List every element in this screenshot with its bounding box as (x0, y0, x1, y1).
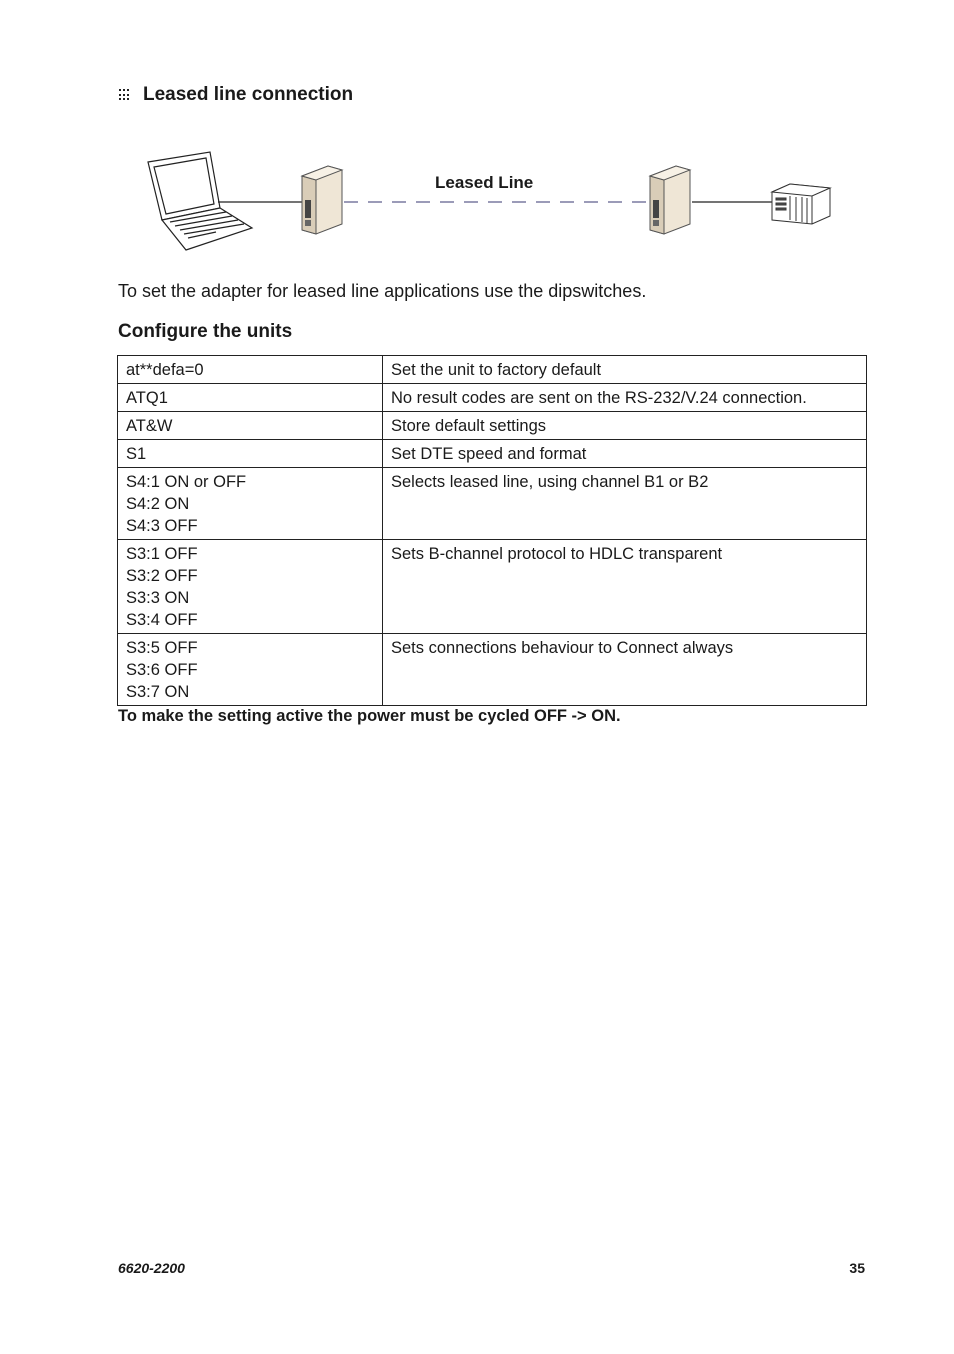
isdn-adapter-icon (650, 166, 690, 234)
command-cell (118, 412, 383, 440)
command-text: S3:7 ON (126, 683, 190, 701)
command-cell (118, 634, 383, 706)
description-cell: Set DTE speed and format (383, 440, 867, 468)
command-cell (118, 468, 383, 540)
command-cell (118, 540, 383, 634)
subheading: Configure the units (118, 321, 293, 342)
command-cell (118, 384, 383, 412)
table-row (118, 634, 867, 706)
grid-bullet-icon (119, 89, 131, 101)
command-text: at**defa=0 (126, 361, 204, 379)
table-row (118, 440, 867, 468)
command-text: S4:3 OFF (126, 517, 198, 535)
command-cell (118, 356, 383, 384)
description-cell: Set the unit to factory default (383, 356, 867, 384)
description-cell: Selects leased line, using channel B1 or B2 (383, 468, 867, 540)
page-number: 35 (849, 1260, 865, 1276)
command-text: S3:1 OFF (126, 545, 198, 563)
table-row (118, 356, 867, 384)
command-text: S3:5 OFF (126, 639, 198, 657)
section-header (119, 84, 353, 106)
command-text: S4:1 ON or OFF (126, 473, 247, 491)
table-row (118, 540, 867, 634)
command-text: S3:4 OFF (126, 611, 198, 629)
command-text: ATQ1 (126, 389, 168, 407)
command-text: S3:2 OFF (126, 567, 198, 585)
description-cell: Sets B-channel protocol to HDLC transparent (383, 540, 867, 634)
intro-paragraph: To set the adapter for leased line applications use the dipswitches. (118, 281, 647, 301)
isdn-adapter-icon (302, 166, 342, 234)
document-number: 6620-2200 (118, 1260, 185, 1276)
description-cell: Sets connections behaviour to Connect always (383, 634, 867, 706)
power-cycle-note: To make the setting active the power must be cycled OFF -> ON. (118, 707, 621, 725)
command-cell (118, 440, 383, 468)
command-text: S1 (126, 445, 147, 463)
network-diagram (140, 140, 840, 255)
plc-rack-icon (772, 184, 830, 224)
command-text: AT&W (126, 417, 173, 435)
table-row (118, 468, 867, 540)
command-text: S3:3 ON (126, 589, 190, 607)
leased-line-label: Leased Line (435, 173, 534, 192)
command-text: S3:6 OFF (126, 661, 198, 679)
table-row (118, 384, 867, 412)
description-cell: No result codes are sent on the RS-232/V.24 connection. (383, 384, 867, 412)
command-text: S4:2 ON (126, 495, 190, 513)
configuration-table (117, 355, 867, 706)
section-title: Leased line connection (143, 84, 354, 105)
table-row (118, 412, 867, 440)
description-cell: Store default settings (383, 412, 867, 440)
laptop-icon (148, 152, 252, 250)
